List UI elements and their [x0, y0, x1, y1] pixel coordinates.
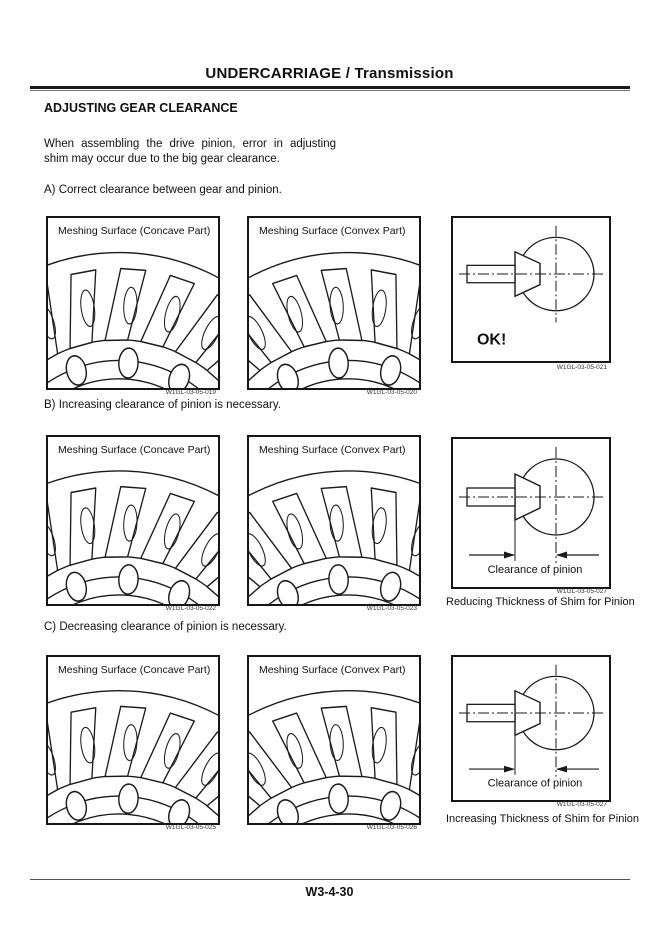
header-rule-thick [30, 86, 630, 89]
figure-caption: Reducing Thickness of Shim for Pinion [446, 596, 635, 608]
figure-title: Meshing Surface (Concave Part) [58, 664, 211, 676]
figure-gear-convex-c [247, 655, 421, 825]
gear-teeth-drawing [249, 437, 419, 604]
figure-gear-convex-b [247, 435, 421, 606]
pinion-gear-schematic [453, 218, 609, 361]
svg-text:Clearance of pinion: Clearance of pinion [487, 564, 583, 576]
figure-code: W1GL-03-05-027 [556, 588, 607, 595]
figure-pinion-ok [451, 216, 611, 363]
gear-teeth-drawing [48, 218, 218, 388]
figure-code: W1GL-03-05-023 [366, 605, 417, 612]
figure-gear-convex-a [247, 216, 421, 390]
figure-code: W1GL-03-05-019 [165, 389, 216, 396]
figure-pinion-clearance-b [451, 437, 611, 589]
step-c-label: C) Decreasing clearance of pinion is necessary. [44, 621, 287, 633]
gear-teeth-drawing [249, 218, 419, 388]
figure-title: Meshing Surface (Convex Part) [259, 444, 406, 456]
gear-teeth-drawing [48, 437, 218, 604]
pinion-gear-schematic [453, 439, 609, 587]
section-title: ADJUSTING GEAR CLEARANCE [44, 101, 238, 115]
figure-code: W1GL-03-05-020 [366, 389, 417, 396]
step-a-label: A) Correct clearance between gear and pinion. [44, 184, 282, 196]
svg-text:Clearance of pinion: Clearance of pinion [487, 777, 583, 790]
header-rule-thin [30, 90, 630, 91]
footer-rule [30, 879, 630, 880]
svg-text:OK!: OK! [477, 331, 507, 349]
step-b-label: B) Increasing clearance of pinion is necessary. [44, 399, 281, 411]
figure-code: W1GL-03-05-022 [165, 605, 216, 612]
figure-title: Meshing Surface (Convex Part) [259, 664, 406, 676]
figure-gear-concave-c [46, 655, 220, 825]
gear-teeth-drawing [48, 657, 218, 823]
figure-caption: Increasing Thickness of Shim for Pinion [446, 813, 639, 825]
intro-paragraph: When assembling the drive pinion, error in adjusting shim may occur due to the big gear clearance. [44, 138, 336, 165]
page-number: W3-4-30 [305, 885, 354, 899]
figure-code: W1GL-03-05-021 [556, 364, 607, 371]
gear-teeth-drawing [249, 657, 419, 823]
figure-title: Meshing Surface (Convex Part) [259, 225, 406, 237]
pinion-gear-schematic [453, 657, 609, 800]
page-header-title: UNDERCARRIAGE / Transmission [205, 65, 454, 82]
figure-title: Meshing Surface (Concave Part) [58, 444, 211, 456]
figure-title: Meshing Surface (Concave Part) [58, 225, 211, 237]
figure-code: W1GL-03-05-027 [556, 801, 607, 808]
figure-code: W1GL-03-05-025 [165, 824, 216, 831]
figure-gear-concave-a [46, 216, 220, 390]
figure-gear-concave-b [46, 435, 220, 606]
figure-code: W1GL-03-05-026 [366, 824, 417, 831]
figure-pinion-clearance-c [451, 655, 611, 802]
